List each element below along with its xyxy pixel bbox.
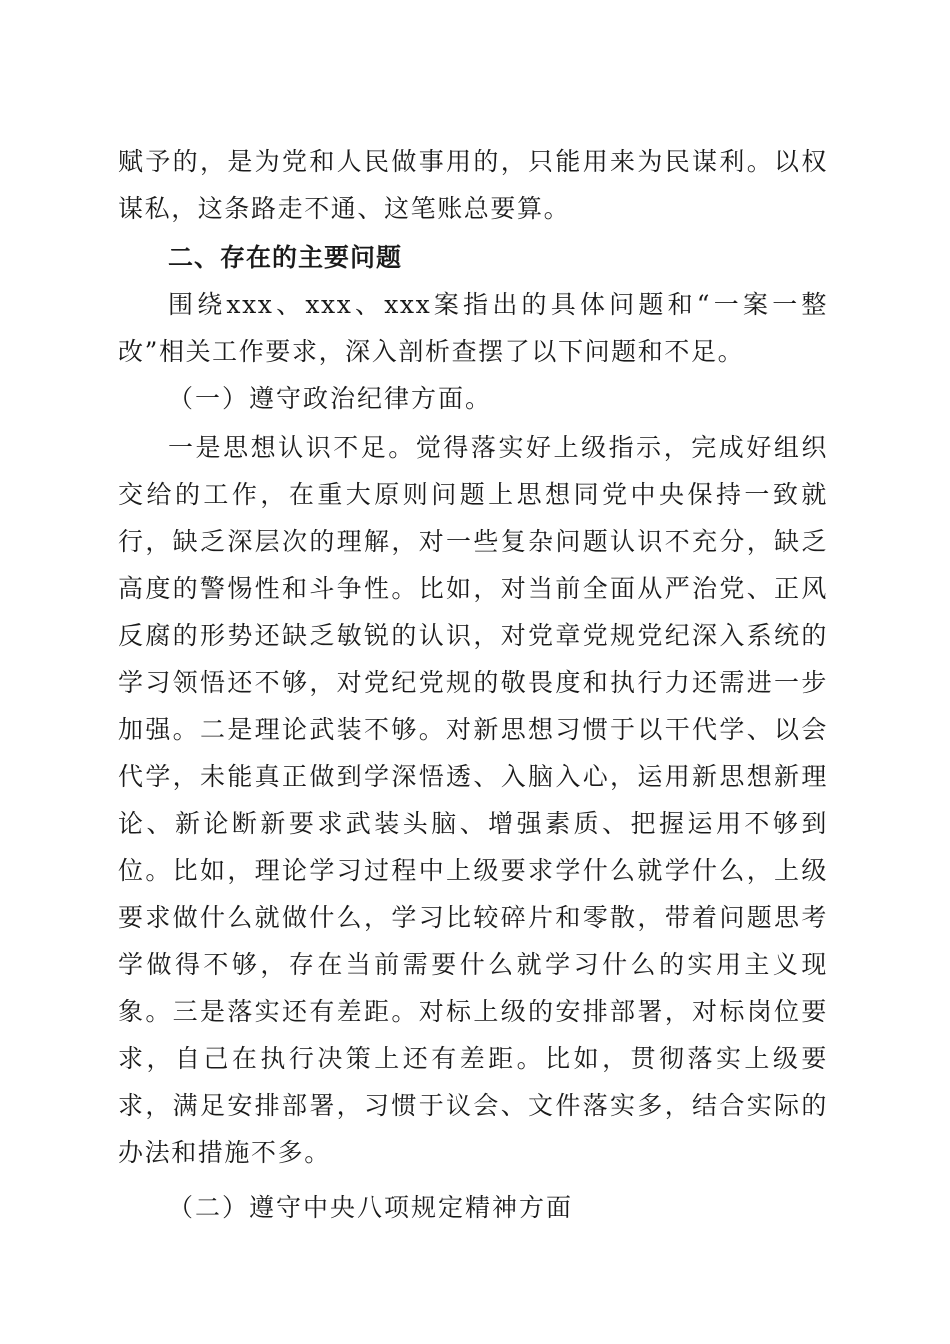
paragraph-political-discipline-body: 一是思想认识不足。觉得落实好上级指示，完成好组织交给的工作，在重大原则问题上思想同党中央保持一致就行，缺乏深层次的理解，对一些复杂问题认识不充分，缺乏高度的警惕性和斗争性。比如，对当前全面从严治党、正风反腐的形势还缺乏敏锐的认识，对党章党规党纪深入系统的学习领悟还不够，对党纪党规的敬畏度和执行力还需进一步加强。二是理论武装不够。对新思想习惯于以干代学、以会代学，未能真正做到学深悟透、入脑入心，运用新思想新理论、新论断新要求武装头脑、增强素质、把握运用不够到位。比如，理论学习过程中上级要求学什么就学什么，上级要求做什么就做什么，学习比较碎片和零散，带着问题思考学做得不够，存在当前需要什么就学习什么的实用主义现象。三是落实还有差距。对标上级的安排部署，对标岗位要求，自己在执行决策上还有差距。比如，贯彻落实上级要求，满足安排部署，习惯于议会、文件落实多，结合实际的办法和措施不多。: [118, 433, 828, 1167]
section-heading-main-problems: 二、存在的主要问题: [168, 243, 403, 272]
subheading-eight-regulations: （二）遵守中央八项规定精神方面: [168, 1193, 574, 1222]
paragraph-continuation: 赋予的，是为党和人民做事用的，只能用来为民谋利。以权谋私，这条路走不通、这笔账总要算。: [118, 147, 828, 223]
paragraph-intro: 围绕xxx、xxx、xxx案指出的具体问题和“一案一整改”相关工作要求，深入剖析查摆了以下问题和不足。: [118, 290, 828, 366]
document-body: [118, 138, 828, 1231]
subheading-political-discipline: （一）遵守政治纪律方面。: [168, 384, 493, 413]
